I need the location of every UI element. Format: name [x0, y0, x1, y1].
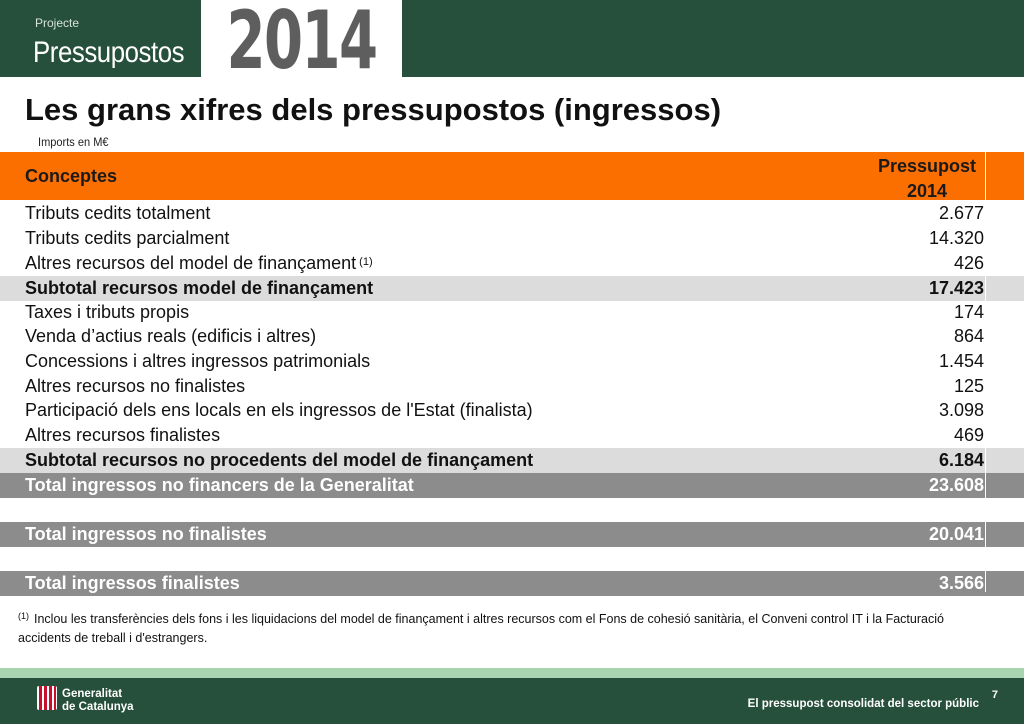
row-label: Total ingressos finalistes	[25, 573, 240, 593]
row-value: 1.454	[938, 351, 984, 371]
column-header-concepts: Conceptes	[25, 166, 118, 186]
org-name-line1: Generalitat	[62, 688, 123, 700]
row-value: 14.320	[928, 228, 984, 248]
row-label: Tributs cedits parcialment	[25, 228, 230, 248]
row-value: 469	[953, 425, 984, 445]
header-small-label: Projecte	[35, 16, 80, 30]
page-number: 7	[991, 689, 998, 701]
table-row	[0, 374, 1024, 399]
table-row	[0, 300, 1024, 325]
row-value: 23.608	[928, 475, 984, 495]
header-title: Pressupostos	[33, 36, 185, 69]
row-value: 3.566	[938, 573, 984, 593]
row-label: Altres recursos finalistes	[25, 425, 221, 445]
subtotal-row	[0, 448, 1024, 473]
row-label: Subtotal recursos no procedents del model de finançament	[25, 450, 534, 470]
footnote-marker: (1)	[18, 611, 29, 621]
row-value: 864	[953, 326, 984, 346]
row-value: 2.677	[938, 203, 984, 223]
generalitat-logo-icon	[37, 686, 57, 710]
footer-caption: El pressupost consolidat del sector públic	[747, 698, 979, 710]
table-row	[0, 349, 1024, 374]
table-row	[0, 398, 1024, 423]
column-header-budget-line2: 2014	[906, 181, 948, 201]
row-label: Venda d’actius reals (edificis i altres)	[25, 326, 317, 346]
row-value: 20.041	[928, 524, 984, 544]
row-label: Altres recursos del model de finançament	[25, 253, 357, 273]
footnote-ref: (1)	[359, 256, 373, 268]
table-row	[0, 201, 1024, 226]
row-label: Participació dels ens locals en els ingressos de l'Estat (finalista)	[25, 400, 533, 420]
row-value: 17.423	[928, 278, 984, 298]
row-label: Subtotal recursos model de finançament	[25, 278, 374, 298]
org-name-line2: de Catalunya	[62, 701, 134, 713]
row-value: 6.184	[938, 450, 984, 470]
row-label: Concessions i altres ingressos patrimonials	[25, 351, 371, 371]
row-label: Total ingressos no financers de la Generalitat	[25, 475, 414, 495]
subtotal-row	[0, 276, 1024, 301]
table-row	[0, 226, 1024, 251]
table-row	[0, 423, 1024, 448]
row-value: 125	[953, 376, 984, 396]
table-row	[0, 324, 1024, 349]
row-label: Altres recursos no finalistes	[25, 376, 246, 396]
row-label: Tributs cedits totalment	[25, 203, 211, 223]
column-divider	[985, 152, 986, 592]
row-label: Total ingressos no finalistes	[25, 524, 267, 544]
total-row	[0, 473, 1024, 498]
page-title: Les grans xifres dels pressupostos (ingressos)	[25, 92, 722, 127]
page-subtitle: Imports en M€	[38, 135, 109, 149]
column-header-budget	[860, 154, 994, 204]
footnote	[18, 610, 978, 647]
total-row	[0, 522, 1024, 547]
org-name	[62, 688, 134, 714]
total-row	[0, 571, 1024, 596]
header-year: 2014	[226, 0, 377, 87]
footer-stripe	[0, 668, 1024, 678]
row-value: 174	[953, 302, 984, 322]
row-label-with-note	[25, 251, 373, 279]
table-row	[0, 251, 1024, 276]
row-value: 3.098	[938, 400, 984, 420]
footnote-text: Inclou les transferències dels fons i les liquidacions del model de finançament i altres recursos com el Fons de cohesió sanitària, el Conveni control IT i la Facturació accidents de treball i d'estrangers.	[18, 612, 944, 645]
column-header-budget-line1: Pressupost	[877, 156, 977, 176]
row-label: Taxes i tributs propis	[25, 302, 190, 322]
row-value: 426	[953, 253, 984, 273]
